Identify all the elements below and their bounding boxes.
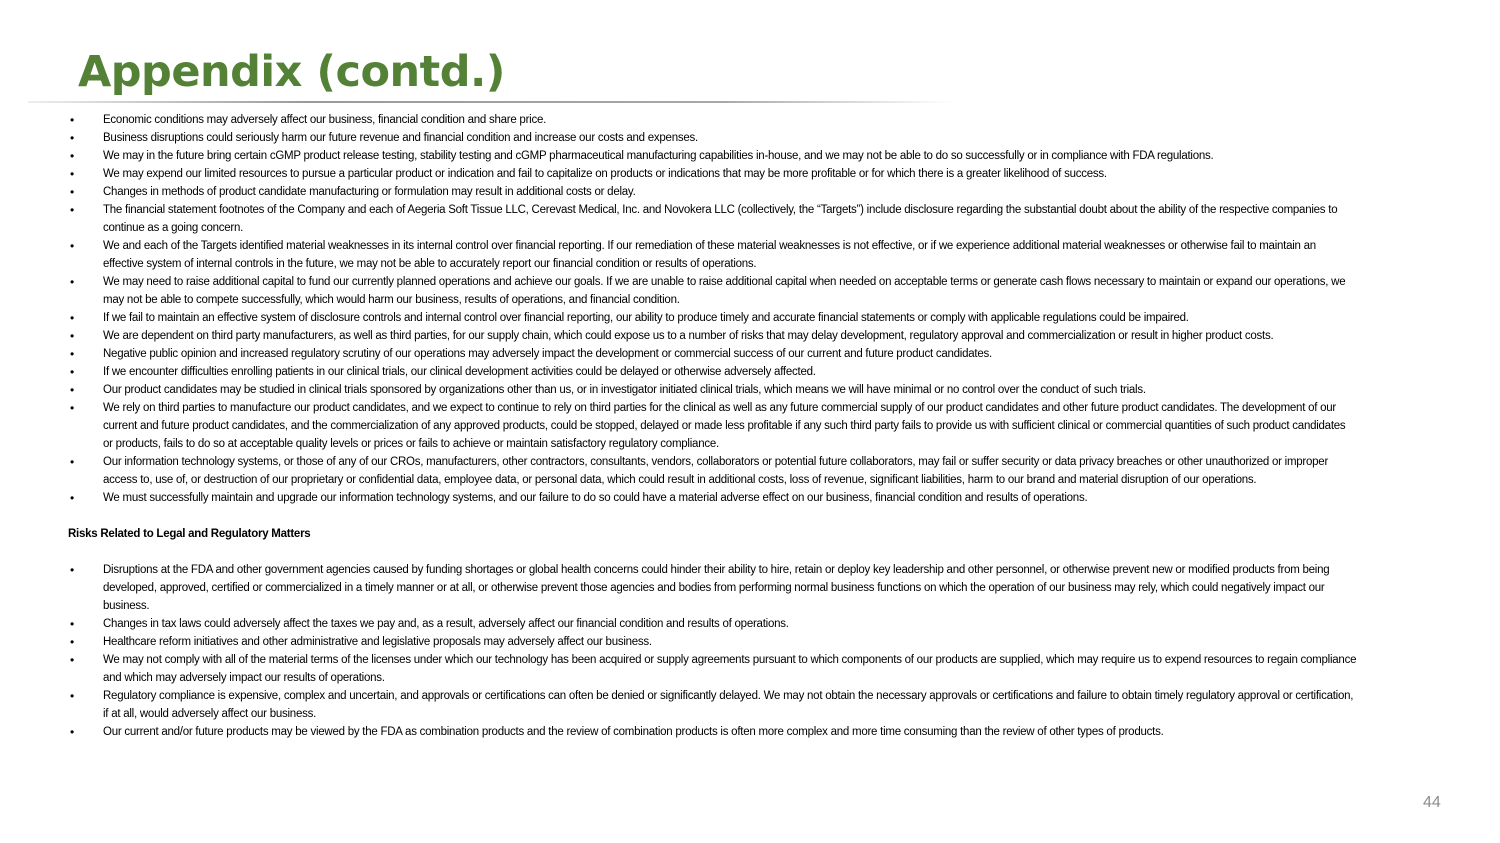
list-item: • Our information technology systems, or those of any of our CROs, manufacturers, other contractors, consultants, vendors, collaborators or potential future collaborators, may fail or suffer security or data privacy breaches or other unauthorized or improper access to, use of, or destruction of our proprietary or confidential data, employee data, or personal data, which could result in additional costs, loss of revenue, significant liabilities, harm to our brand and material disruption of our operations. bbox=[68, 453, 1358, 489]
general-risks-list bbox=[68, 111, 1358, 507]
section-heading-legal-regulatory: Risks Related to Legal and Regulatory Matters bbox=[68, 528, 311, 540]
list-item: • We are dependent on third party manufacturers, as well as third parties, for our supply chain, which could expose us to a number of risks that may delay development, regulatory approval and commercialization or result in higher product costs. bbox=[68, 327, 1358, 345]
list-item: • If we encounter difficulties enrolling patients in our clinical trials, our clinical development activities could be delayed or otherwise adversely affected. bbox=[68, 363, 1358, 381]
list-item: • If we fail to maintain an effective system of disclosure controls and internal control over financial reporting, our ability to produce timely and accurate financial statements or comply with applicable regulations could be impaired. bbox=[68, 309, 1358, 327]
list-item: • Our product candidates may be studied in clinical trials sponsored by organizations other than us, or in investigator initiated clinical trials, which means we will have minimal or no control over the conduct of such trials. bbox=[68, 381, 1358, 399]
list-item: • We may in the future bring certain cGMP product release testing, stability testing and cGMP pharmaceutical manufacturing capabilities in-house, and we may not be able to do so successfully or in compliance with FDA regulations. bbox=[68, 147, 1358, 165]
slide-content bbox=[68, 111, 1358, 741]
list-item: • Our current and/or future products may be viewed by the FDA as combination products and the review of combination products is often more complex and more time consuming than the review of other types of products. bbox=[68, 723, 1358, 741]
list-item: • The financial statement footnotes of the Company and each of Aegeria Soft Tissue LLC, Cerevast Medical, Inc. and Novokera LLC (collectively, the “Targets”) include disclosure regarding the substantial doubt about the ability of the respective companies to continue as a going concern. bbox=[68, 201, 1358, 237]
list-item: • Changes in methods of product candidate manufacturing or formulation may result in additional costs or delay. bbox=[68, 183, 1358, 201]
list-item: • Negative public opinion and increased regulatory scrutiny of our operations may adversely impact the development or commercial success of our current and future product candidates. bbox=[68, 345, 1358, 363]
title-divider bbox=[28, 101, 953, 103]
list-item: • We may need to raise additional capital to fund our currently planned operations and achieve our goals. If we are unable to raise additional capital when needed on acceptable terms or generate cash flows necessary to maintain or expand our operations, we may not be able to compete successfully, which would harm our business, results of operations, and financial condition. bbox=[68, 273, 1358, 309]
list-item: • We and each of the Targets identified material weaknesses in its internal control over financial reporting. If our remediation of these material weaknesses is not effective, or if we experience additional material weaknesses or otherwise fail to maintain an effective system of internal controls in the future, we may not be able to accurately report our financial condition or results of operations. bbox=[68, 237, 1358, 273]
list-item: • Regulatory compliance is expensive, complex and uncertain, and approvals or certifications can often be denied or significantly delayed. We may not obtain the necessary approvals or certifications and failure to obtain timely regulatory approval or certification, if at all, would adversely affect our business. bbox=[68, 687, 1358, 723]
list-item: • Changes in tax laws could adversely affect the taxes we pay and, as a result, adversely affect our financial condition and results of operations. bbox=[68, 615, 1358, 633]
list-item: • Business disruptions could seriously harm our future revenue and financial condition and increase our costs and expenses. bbox=[68, 129, 1358, 147]
page-number: 44 bbox=[1423, 794, 1441, 811]
list-item: • Economic conditions may adversely affect our business, financial condition and share price. bbox=[68, 111, 1358, 129]
list-item: • Disruptions at the FDA and other government agencies caused by funding shortages or global health concerns could hinder their ability to hire, retain or deploy key leadership and other personnel, or otherwise prevent new or modified products from being developed, approved, certified or commercialized in a timely manner or at all, or otherwise prevent those agencies and bodies from performing normal business functions on which the operation of our business may rely, which could negatively impact our business. bbox=[68, 561, 1358, 615]
list-item: • We rely on third parties to manufacture our product candidates, and we expect to continue to rely on third parties for the clinical as well as any future commercial supply of our product candidates and other future product candidates. The development of our current and future product candidates, and the commercialization of any approved products, could be stopped, delayed or made less profitable if any such third party fails to provide us with sufficient clinical or commercial quantities of such product candidates or products, fails to do so at acceptable quality levels or prices or fails to achieve or maintain satisfactory regulatory compliance. bbox=[68, 399, 1358, 453]
list-item: • We must successfully maintain and upgrade our information technology systems, and our failure to do so could have a material adverse effect on our business, financial condition and results of operations. bbox=[68, 489, 1358, 507]
list-item: • Healthcare reform initiatives and other administrative and legislative proposals may adversely affect our business. bbox=[68, 633, 1358, 651]
legal-risks-list bbox=[68, 561, 1358, 741]
list-item: • We may not comply with all of the material terms of the licenses under which our technology has been acquired or supply agreements pursuant to which components of our products are supplied, which may require us to expend resources to regain compliance and which may adversely impact our results of operations. bbox=[68, 651, 1358, 687]
list-item: • We may expend our limited resources to pursue a particular product or indication and fail to capitalize on products or indications that may be more profitable or for which there is a greater likelihood of success. bbox=[68, 165, 1358, 183]
slide-title: Appendix (contd.) bbox=[78, 47, 505, 97]
